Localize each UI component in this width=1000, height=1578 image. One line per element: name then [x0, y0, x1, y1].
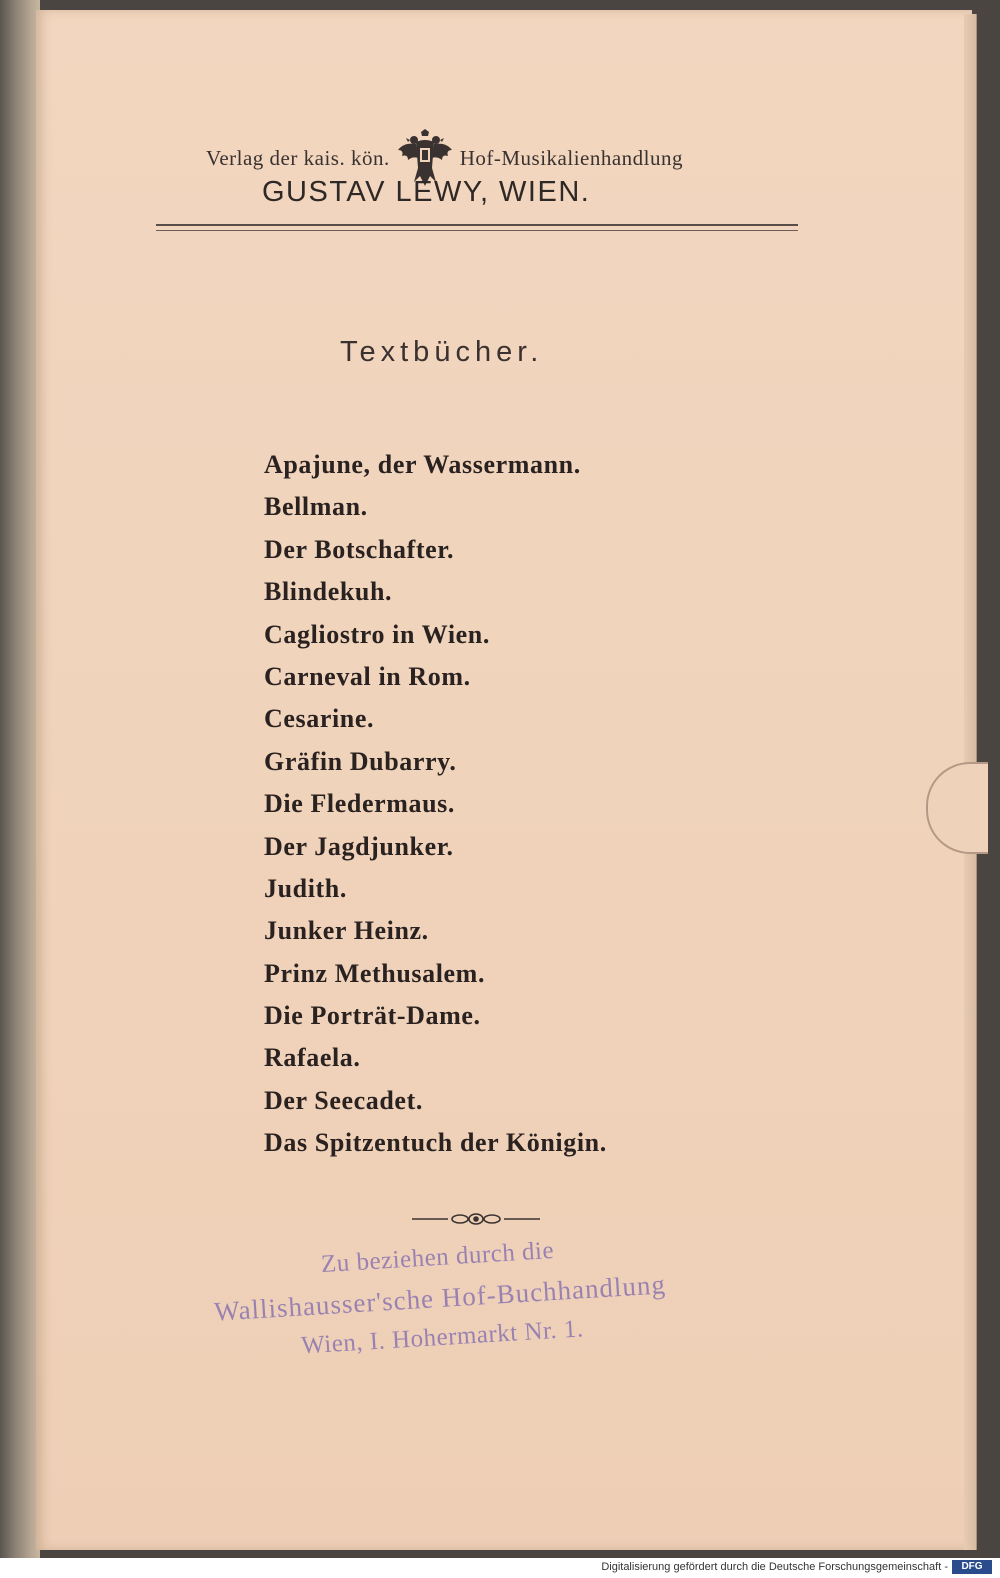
list-item: Blindekuh. — [264, 577, 393, 607]
list-item: Die Fledermaus. — [264, 789, 455, 819]
list-item: Der Botschafter. — [264, 534, 455, 564]
ornament-divider — [410, 1210, 542, 1228]
list-item: Cagliostro in Wien. — [264, 619, 490, 649]
list-item: Junker Heinz. — [264, 916, 429, 946]
header-rule-thin — [156, 230, 798, 231]
list-item: Der Jagdjunker. — [264, 831, 454, 861]
list-item: Judith. — [264, 873, 347, 903]
stamp-line: Wallishausser'sche Hof-Buchhandlung — [213, 1269, 667, 1327]
title-list — [264, 444, 607, 1165]
dfg-logo: DFG — [952, 1560, 992, 1574]
list-item: Apajune, der Wassermann. — [264, 450, 581, 479]
stamp-line: Wien, I. Hohermarkt Nr. 1. — [300, 1315, 585, 1360]
footer-credit: Digitalisierung gefördert durch die Deutsche Forschungsgemeinschaft - — [601, 1561, 948, 1573]
page-heading: Textbücher. — [340, 336, 544, 368]
list-item: Bellman. — [264, 492, 368, 522]
list-item: Carneval in Rom. — [264, 661, 471, 691]
list-item: Gräfin Dubarry. — [264, 746, 457, 776]
list-item: Prinz Methusalem. — [264, 958, 486, 988]
book-cover-edge — [0, 0, 40, 1558]
firm-name: GUSTAV LEWY, WIEN. — [262, 176, 591, 208]
list-item: Der Seecadet. — [264, 1085, 423, 1115]
header-rule — [156, 224, 798, 226]
list-item: Die Porträt-Dame. — [264, 1001, 481, 1031]
publisher-prefix: Verlag der kais. kön. — [206, 145, 390, 170]
list-item: Cesarine. — [264, 704, 375, 734]
publisher-suffix: Hof-Musikalienhandlung — [459, 145, 683, 170]
list-item: Das Spitzentuch der Königin. — [264, 1128, 607, 1158]
stamp-line: Zu beziehen durch die — [320, 1236, 555, 1279]
footer — [0, 1558, 1000, 1578]
list-item: Rafaela. — [264, 1043, 361, 1073]
